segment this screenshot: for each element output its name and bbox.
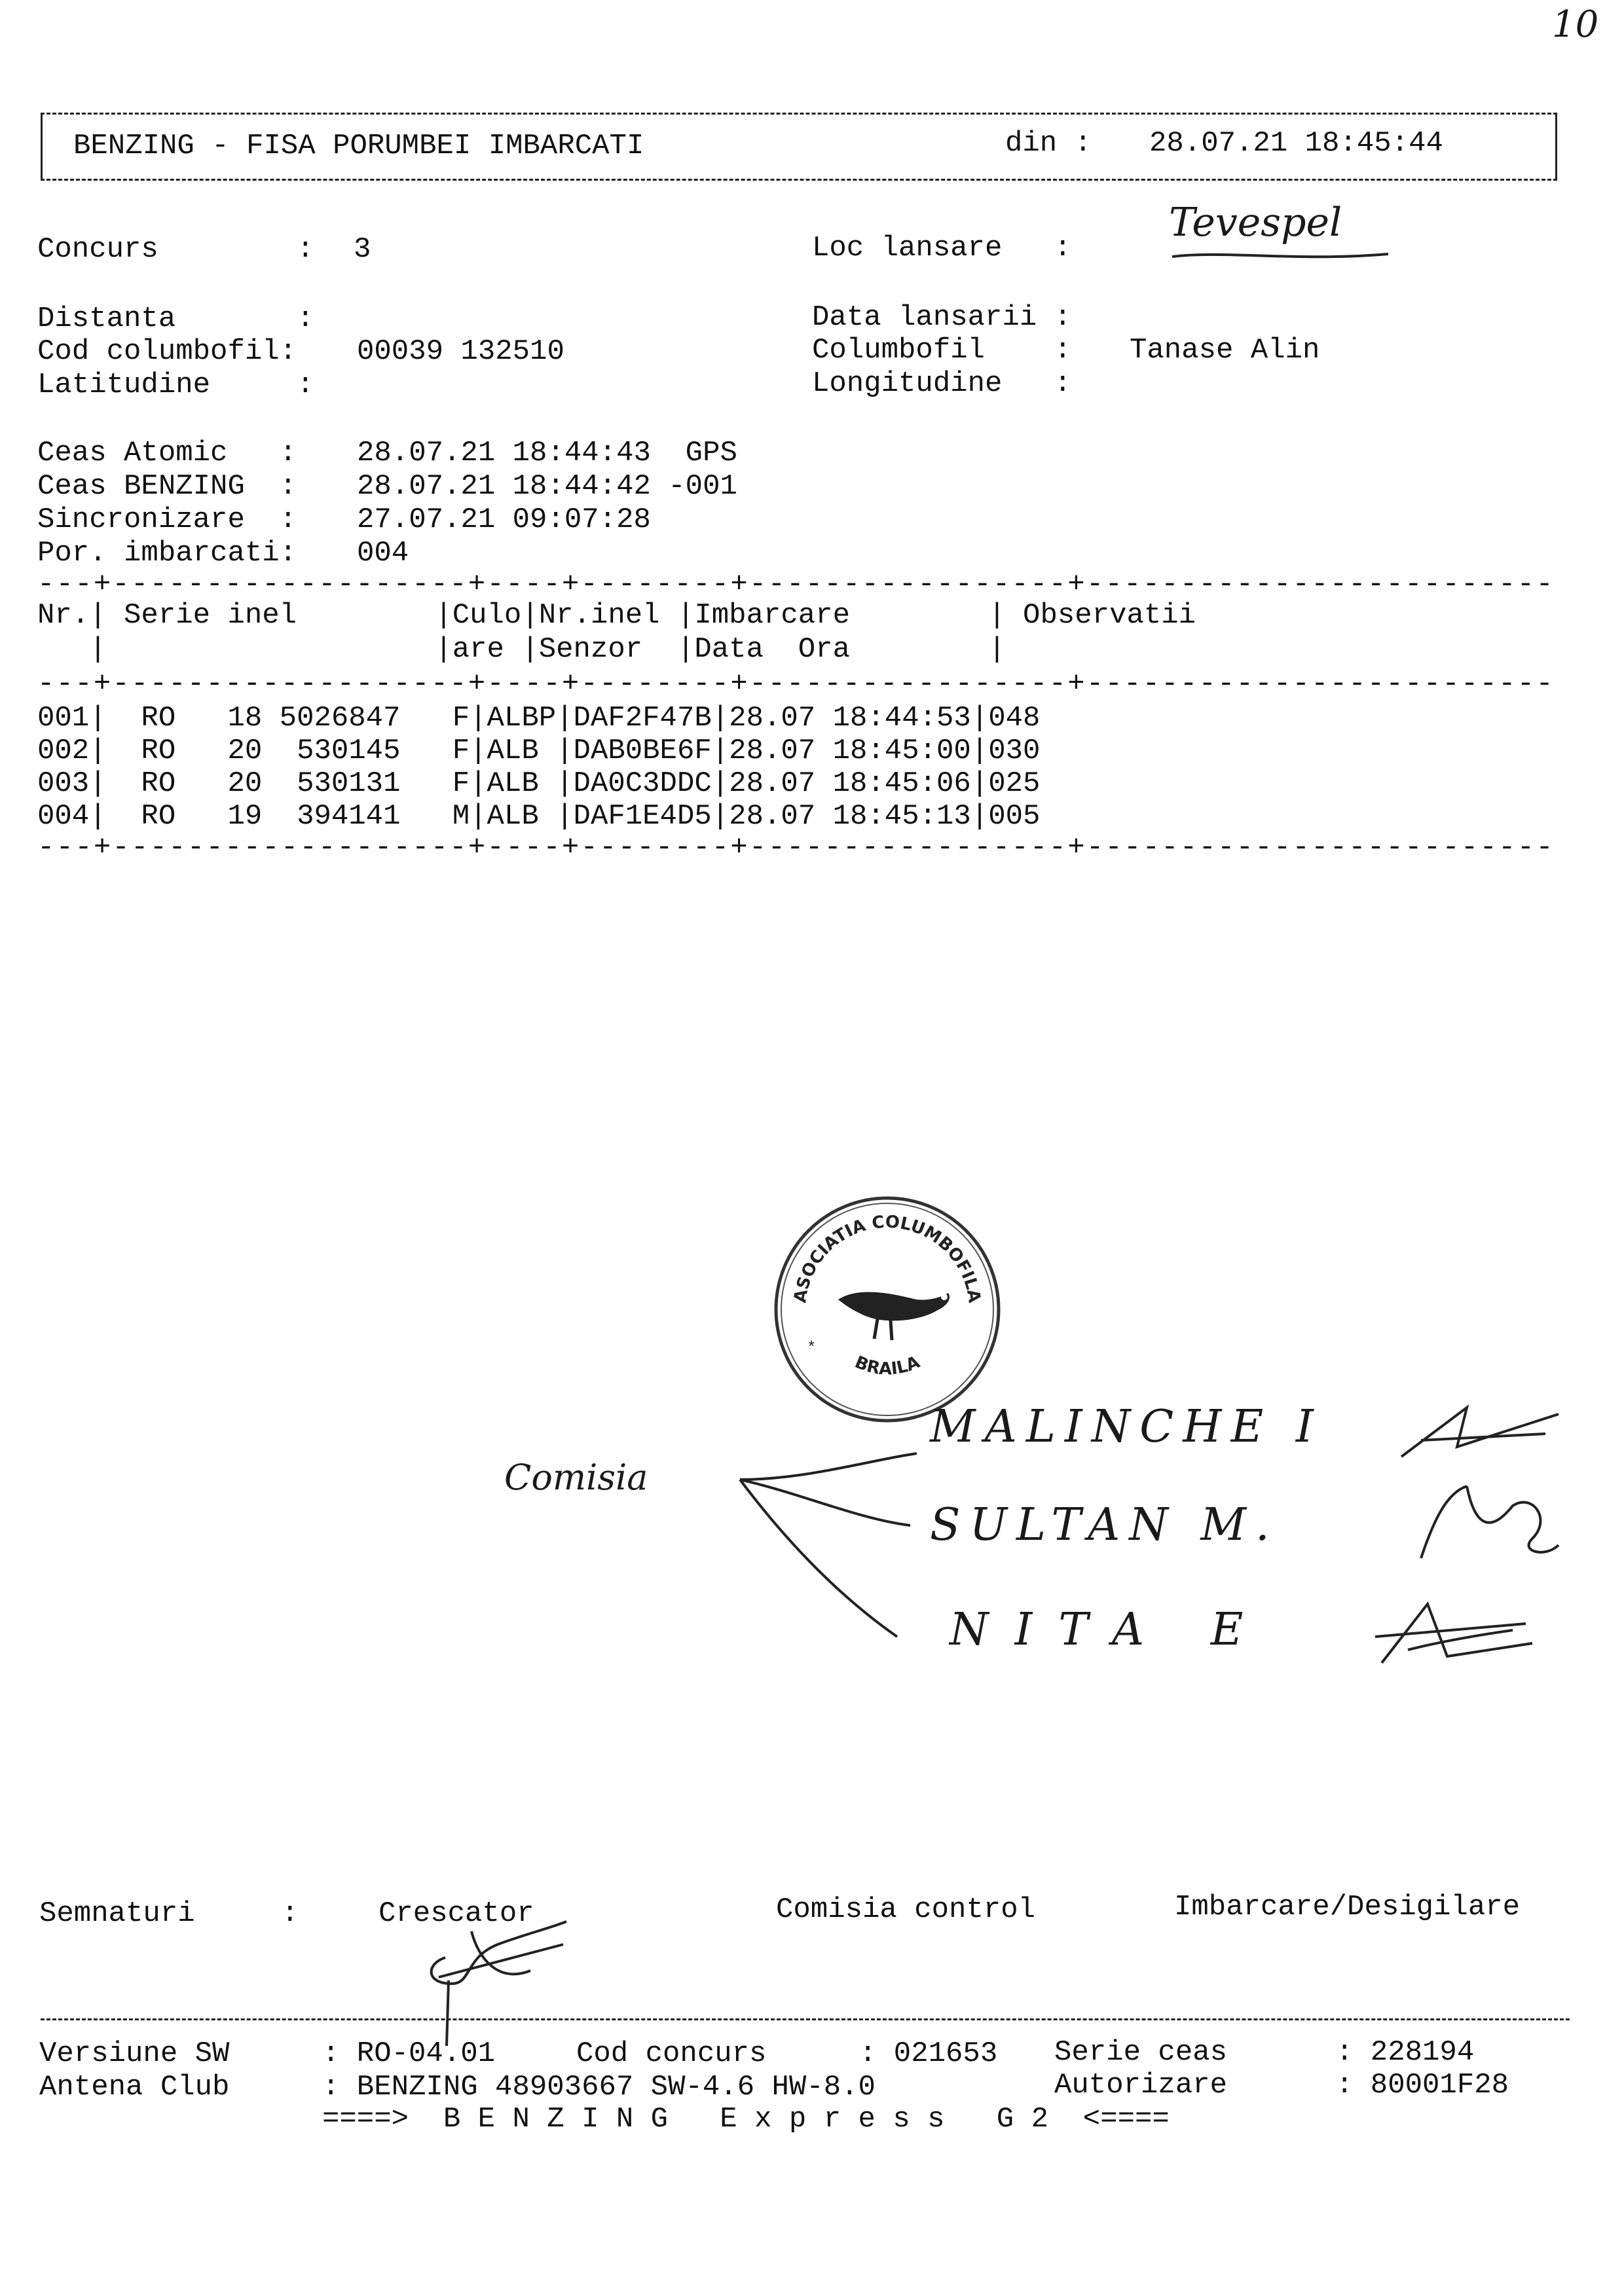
autorizare-value: : 80001F28: [1336, 2069, 1509, 2102]
benzing-express-banner: ====> B E N Z I N G E x p r e s s G 2 <====: [322, 2103, 1170, 2136]
versiune-sw-value: : RO-04.01: [322, 2037, 496, 2070]
distanta-label: Distanta :: [37, 302, 314, 335]
table-row: 002| RO 20 530145 F|ALB |DAB0BE6F|28.07 18:45:00|030: [37, 735, 1041, 767]
comisia-control-label: Comisia control: [776, 1893, 1036, 1926]
table-rule-bottom: ---+-------------------+----+--------+-----------------+-------------------------: [37, 831, 1555, 864]
concurs-label: Concurs :: [37, 233, 314, 266]
handwritten-member3: NITA E: [950, 1604, 1270, 1656]
loc-lansare-value: Tevespel: [1169, 200, 1342, 246]
columbofil-value: Tanase Alin: [1130, 334, 1320, 367]
svg-text:BRAILA: BRAILA: [851, 1352, 923, 1379]
member3-signature: [1369, 1597, 1539, 1669]
handwritten-member2: SULTAN M.: [930, 1499, 1279, 1551]
header-date: 28.07.21 18:45:44: [1149, 127, 1443, 160]
cod-columbofil-label: Cod columbofil:: [37, 335, 297, 368]
svg-text:ASOCIATIA COLUMBOFILA: ASOCIATIA COLUMBOFILA: [790, 1212, 984, 1304]
crescator-signature: [399, 1918, 570, 2049]
ceas-atomic-value: 28.07.21 18:44:43 GPS: [357, 437, 737, 469]
columbofil-label: Columbofil :: [812, 334, 1072, 367]
imbarcare-desigilare-label: Imbarcare/Desigilare: [1174, 1891, 1521, 1923]
table-row: 001| RO 18 5026847 F|ALBP|DAF2F47B|28.07 18:44:53|048: [37, 702, 1041, 735]
autorizare-label: Autorizare: [1054, 2069, 1228, 2102]
cod-concurs-label: Cod concurs: [576, 2037, 767, 2070]
header-din-label: din :: [1005, 127, 1092, 160]
stamp-seal: [766, 1188, 1008, 1430]
commission-bracket: [727, 1440, 936, 1650]
table-header-line2: | |are |Senzor |Data Ora |: [37, 633, 1006, 666]
semnaturi-label: Semnaturi :: [39, 1897, 299, 1930]
por-imbarcati-value: 004: [357, 537, 409, 570]
header-title: BENZING - FISA PORUMBEI IMBARCATI: [73, 130, 644, 162]
ceas-benzing-value: 28.07.21 18:44:42 -001: [357, 470, 737, 503]
loc-lansare-label: Loc lansare :: [812, 232, 1072, 264]
handwritten-comisia: Comisia: [504, 1457, 648, 1498]
table-rule-top: ---+-------------------+----+--------+-----------------+-------------------------: [37, 568, 1555, 601]
loc-underline: [1166, 242, 1401, 268]
table-row: 003| RO 20 530131 F|ALB |DA0C3DDC|28.07 18:45:06|025: [37, 767, 1041, 800]
por-imbarcati-label: Por. imbarcati:: [37, 537, 297, 570]
latitudine-label: Latitudine :: [37, 369, 314, 401]
sincronizare-label: Sincronizare :: [37, 503, 297, 536]
antena-club-value: : BENZING 48903667 SW-4.6 HW-8.0: [322, 2071, 876, 2104]
concurs-value: 3: [354, 233, 371, 266]
cod-concurs-value: : 021653: [859, 2037, 998, 2070]
longitudine-label: Longitudine :: [812, 367, 1072, 400]
ceas-benzing-label: Ceas BENZING :: [37, 470, 297, 503]
ceas-atomic-label: Ceas Atomic :: [37, 437, 297, 469]
footer-rule: [41, 2018, 1570, 2020]
cod-columbofil-value: 00039 132510: [357, 335, 564, 368]
table-row: 004| RO 19 394141 M|ALB |DAF1E4D5|28.07 18:45:13|005: [37, 800, 1041, 833]
table-rule-mid: ---+-------------------+----+--------+-----------------+-------------------------: [37, 668, 1555, 701]
data-lansarii-label: Data lansarii :: [812, 301, 1072, 334]
sincronizare-value: 27.07.21 09:07:28: [357, 503, 651, 536]
svg-text:*: *: [807, 1339, 817, 1357]
versiune-sw-label: Versiune SW: [39, 2037, 230, 2070]
table-header-line1: Nr.| Serie inel |Culo|Nr.inel |Imbarcare | Observatii: [37, 599, 1196, 632]
member2-signature: [1408, 1480, 1565, 1571]
handwritten-member1: MALINCHE I: [930, 1401, 1323, 1453]
serie-ceas-value: : 228194: [1336, 2036, 1475, 2069]
page-number: 10: [1552, 3, 1599, 46]
antena-club-label: Antena Club: [39, 2071, 230, 2104]
crescator-label: Crescator: [378, 1897, 534, 1930]
serie-ceas-label: Serie ceas: [1054, 2036, 1228, 2069]
member1-signature: [1395, 1394, 1565, 1467]
